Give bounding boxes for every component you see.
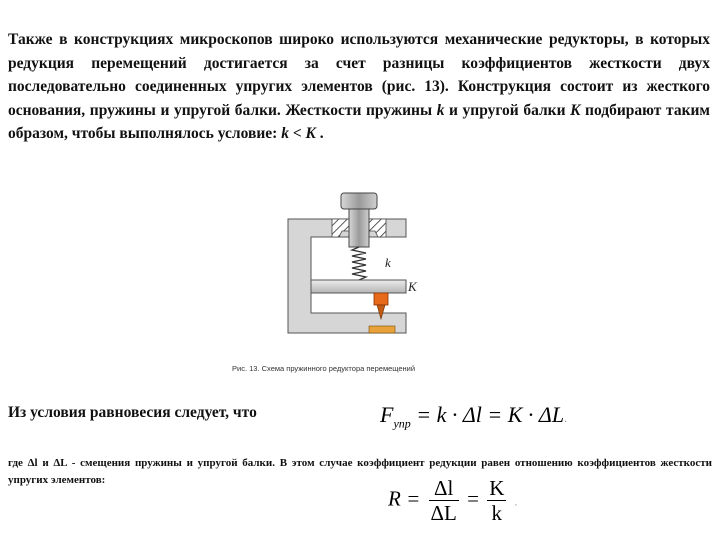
force-formula xyxy=(380,402,567,431)
force-subscript: упр xyxy=(393,416,411,431)
probe-body xyxy=(374,293,388,305)
numerator-K: K xyxy=(489,476,505,500)
intro-text-2: и упругой балки xyxy=(444,101,571,119)
intro-text-3: подбирают таким образом, чтобы выполнялось условие: xyxy=(8,101,710,142)
spring xyxy=(352,247,366,280)
screw-head xyxy=(341,193,377,209)
screw-shank xyxy=(349,209,369,247)
fraction-displacements xyxy=(429,476,459,525)
elastic-beam xyxy=(311,280,406,293)
spring-stiffness-symbol: k xyxy=(436,101,445,119)
intro-text-4: . xyxy=(315,125,324,142)
fraction-stiffness xyxy=(487,476,506,525)
reduction-ratio-formula xyxy=(388,476,517,525)
reducer-diagram xyxy=(228,185,463,380)
denominator-dL: ΔL xyxy=(430,501,457,525)
equilibrium-text: Из условия равновесия следует, что xyxy=(8,404,257,421)
intro-paragraph xyxy=(8,28,710,146)
intro-text-1: Также в конструкциях микроскопов широко используются механические редукторы, в которых редукция перемещений достигается за счет разницы коэффициентов жесткости двух последовательно соединенных упругих элементов (рис. 13). Конструкция состоит из жесткого основания, пружины и упругой балки. Жесткости пружины xyxy=(8,31,710,119)
definition-paragraph: где Δl и ΔL - смещения пружины и упругой балки. В этом случае коэффициент редукции равен отношению коэффициентов жесткости упругих элементов: xyxy=(8,457,712,486)
label-K: K xyxy=(408,279,417,294)
force-formula-end: . xyxy=(564,411,568,425)
label-k: k xyxy=(385,255,391,270)
reducer-diagram-svg xyxy=(228,185,463,380)
stiffness-condition: k < K xyxy=(281,125,316,142)
beam-stiffness-symbol: K xyxy=(570,101,581,119)
ratio-formula-end: . xyxy=(514,497,518,509)
equals-sign: = xyxy=(467,486,479,511)
numerator-dl: Δl xyxy=(429,476,459,501)
figure-caption: Рис. 13. Схема пружинного редуктора перемещений xyxy=(232,364,416,373)
denominator-k: k xyxy=(491,501,503,525)
specimen-pad xyxy=(369,326,395,333)
force-symbol: F xyxy=(380,402,394,427)
force-equation: = k · Δl = K · ΔL xyxy=(410,402,565,427)
rigid-base-frame xyxy=(288,219,406,333)
ratio-symbol: R = xyxy=(388,486,421,511)
